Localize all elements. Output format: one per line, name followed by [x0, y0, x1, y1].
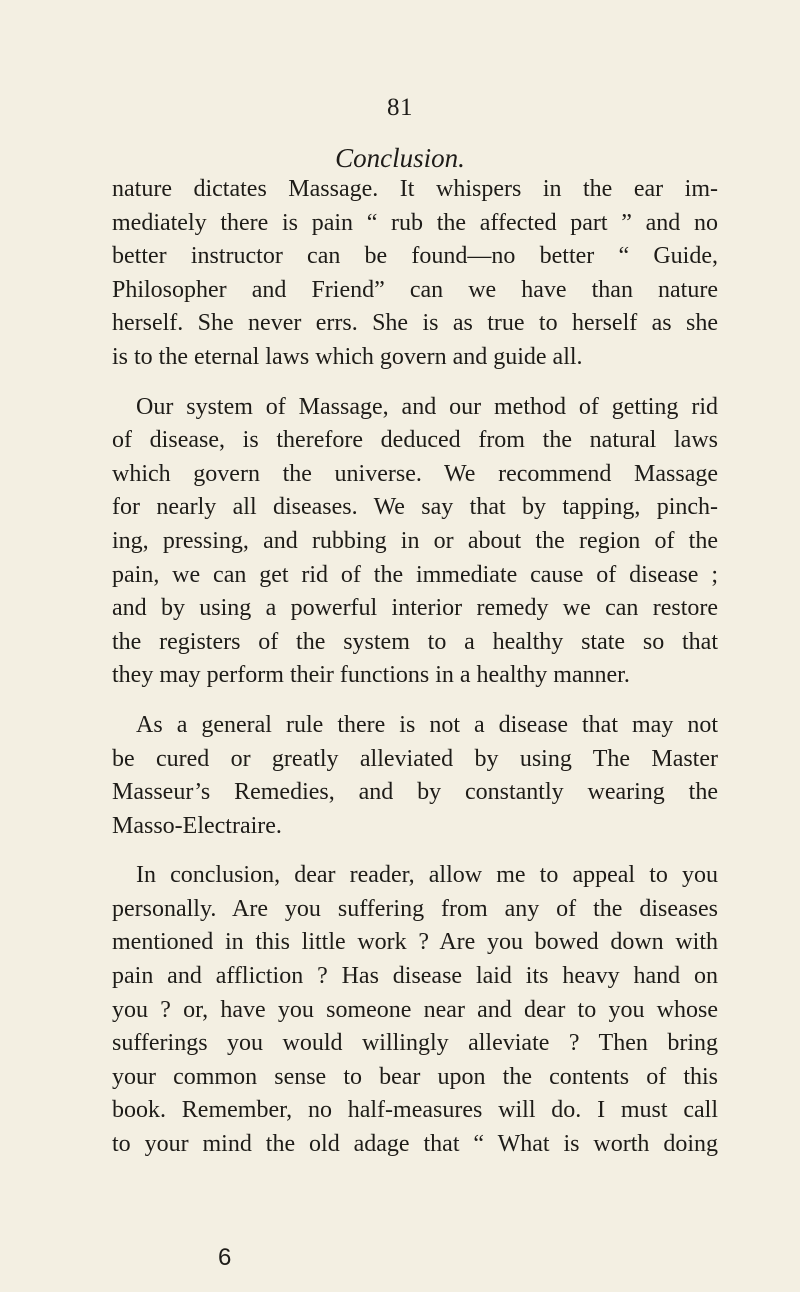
- text-line: better instructor can be found—no better “ Guide,: [112, 243, 718, 270]
- running-head: Conclusion.: [335, 143, 465, 173]
- text-line: pain and affliction ? Has disease laid its heavy hand on: [112, 963, 718, 990]
- text-line: the registers of the system to a healthy state so that: [112, 628, 718, 655]
- text-line: nature dictates Massage. It whispers in the ear im-: [112, 176, 718, 202]
- signature-mark: 6: [218, 1244, 232, 1271]
- text-line: Masseur’s Remedies, and by constantly wearing the: [112, 779, 718, 806]
- text-line: Our system of Massage, and our method of getting rid: [136, 393, 718, 420]
- text-line: Masso-Electraire.: [112, 812, 282, 839]
- text-line: Philosopher and Friend” can we have than nature: [112, 276, 718, 303]
- page-number: 81: [387, 94, 413, 121]
- text-line: for nearly all diseases. We say that by tapping, pinch-: [112, 494, 718, 521]
- paragraph-1: [112, 173, 718, 375]
- text-line: pain, we can get rid of the immediate cause of disease ;: [112, 561, 718, 588]
- text-line: mentioned in this little work ? Are you bowed down with: [112, 929, 718, 956]
- text-line: sufferings you would willingly alleviate ? Then bring: [112, 1030, 718, 1057]
- text-line: ing, pressing, and rubbing in or about the region of the: [112, 527, 718, 554]
- text-line: to your mind the old adage that “ What is worth doing: [112, 1131, 718, 1158]
- text-line: As a general rule there is not a disease that may not: [136, 711, 718, 738]
- text-line: and by using a powerful interior remedy we can restore: [112, 595, 718, 622]
- text-line: you ? or, have you someone near and dear to you whose: [112, 996, 718, 1023]
- text-line: book. Remember, no half-measures will do. I must call: [112, 1097, 718, 1124]
- paragraph-3: [112, 709, 718, 843]
- text-line: personally. Are you suffering from any of the diseases: [112, 895, 718, 922]
- body-text: [112, 173, 718, 1178]
- text-line: In conclusion, dear reader, allow me to appeal to you: [136, 862, 718, 889]
- paragraph-4: [112, 859, 718, 1161]
- paragraph-2: [112, 391, 718, 693]
- text-line: is to the eternal laws which govern and guide all.: [112, 343, 583, 370]
- text-line: your common sense to bear upon the contents of this: [112, 1063, 718, 1090]
- text-line: they may perform their functions in a healthy manner.: [112, 662, 630, 689]
- text-line: be cured or greatly alleviated by using The Master: [112, 745, 718, 772]
- text-line: which govern the universe. We recommend Massage: [112, 460, 718, 487]
- text-line: of disease, is therefore deduced from the natural laws: [112, 427, 718, 454]
- text-line: mediately there is pain “ rub the affected part ” and no: [112, 209, 718, 236]
- text-line: herself. She never errs. She is as true to herself as she: [112, 310, 718, 337]
